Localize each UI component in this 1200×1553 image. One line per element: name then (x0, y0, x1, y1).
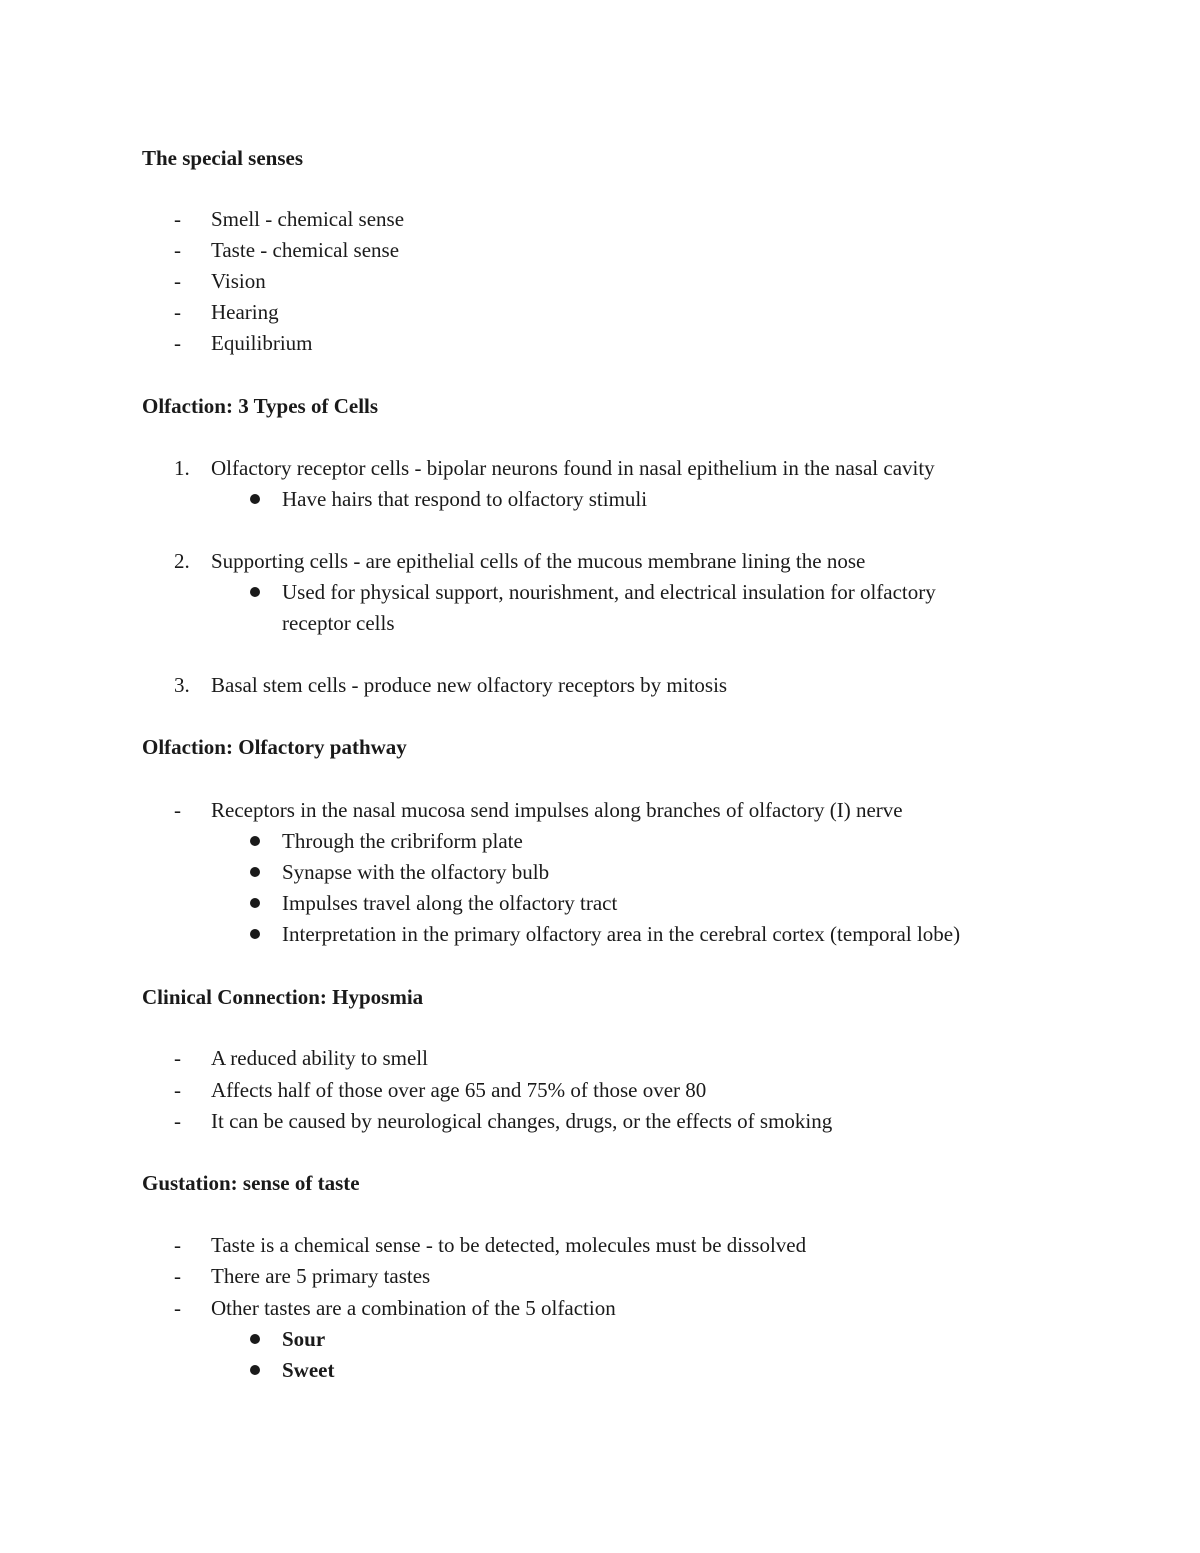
heading-special-senses: The special senses (142, 146, 304, 170)
bullet-icon (250, 898, 260, 908)
dash-marker: - (174, 1296, 181, 1320)
dash-marker: - (174, 1046, 181, 1070)
list-item-text: Hearing (211, 300, 279, 324)
list-item-text: There are 5 primary tastes (211, 1264, 431, 1288)
dash-marker: - (174, 1078, 181, 1102)
bullet-text: Impulses travel along the olfactory tract (282, 891, 618, 915)
list-item-text: Basal stem cells - produce new olfactory receptors by mitosis (211, 673, 728, 697)
list-item-text: Vision (211, 269, 266, 293)
bullet-icon (250, 1365, 260, 1375)
dash-marker: - (174, 238, 181, 262)
bullet-text: Have hairs that respond to olfactory stimuli (282, 487, 648, 511)
bullet-icon (250, 587, 260, 597)
item-number: 1. (174, 456, 190, 480)
list-item-text: Affects half of those over age 65 and 75% of those over 80 (211, 1078, 707, 1102)
dash-marker: - (174, 331, 181, 355)
list-item-text: Receptors in the nasal mucosa send impulses along branches of olfactory (I) nerve (211, 798, 903, 822)
dash-marker: - (174, 300, 181, 324)
dash-marker: - (174, 207, 181, 231)
bullet-text: Synapse with the olfactory bulb (282, 860, 550, 884)
dash-marker: - (174, 1264, 181, 1288)
list-item-text: Smell - chemical sense (211, 207, 405, 231)
item-number: 3. (174, 673, 190, 697)
list-item-text: Taste - chemical sense (211, 238, 400, 262)
bullet-icon (250, 929, 260, 939)
list-item-text: Equilibrium (211, 331, 313, 355)
bullet-icon (250, 867, 260, 877)
item-number: 2. (174, 549, 190, 573)
bullet-text: Sweet (282, 1358, 335, 1382)
bullet-text: receptor cells (282, 611, 395, 635)
bullet-icon (250, 1334, 260, 1344)
bullet-text: Sour (282, 1327, 326, 1351)
heading-hyposmia: Clinical Connection: Hyposmia (142, 985, 424, 1009)
heading-olfactory-pathway: Olfaction: Olfactory pathway (142, 735, 407, 759)
list-item-text: Taste is a chemical sense - to be detected, molecules must be dissolved (211, 1233, 807, 1257)
heading-olfaction-cells: Olfaction: 3 Types of Cells (142, 394, 379, 418)
dash-marker: - (174, 1233, 181, 1257)
dash-marker: - (174, 1109, 181, 1133)
bullet-text: Through the cribriform plate (282, 829, 523, 853)
bullet-icon (250, 836, 260, 846)
bullet-icon (250, 494, 260, 504)
list-item-text: It can be caused by neurological changes, drugs, or the effects of smoking (211, 1109, 833, 1133)
list-item-text: Other tastes are a combination of the 5 olfaction (211, 1296, 616, 1320)
bullet-text: Interpretation in the primary olfactory area in the cerebral cortex (temporal lobe) (282, 922, 961, 946)
dash-marker: - (174, 269, 181, 293)
heading-gustation: Gustation: sense of taste (142, 1171, 360, 1195)
list-item-text: A reduced ability to smell (211, 1046, 428, 1070)
list-item-text: Olfactory receptor cells - bipolar neurons found in nasal epithelium in the nasal cavity (211, 456, 935, 480)
dash-marker: - (174, 798, 181, 822)
list-item-text: Supporting cells - are epithelial cells of the mucous membrane lining the nose (211, 549, 866, 573)
bullet-text: Used for physical support, nourishment, and electrical insulation for olfactory (282, 580, 936, 604)
